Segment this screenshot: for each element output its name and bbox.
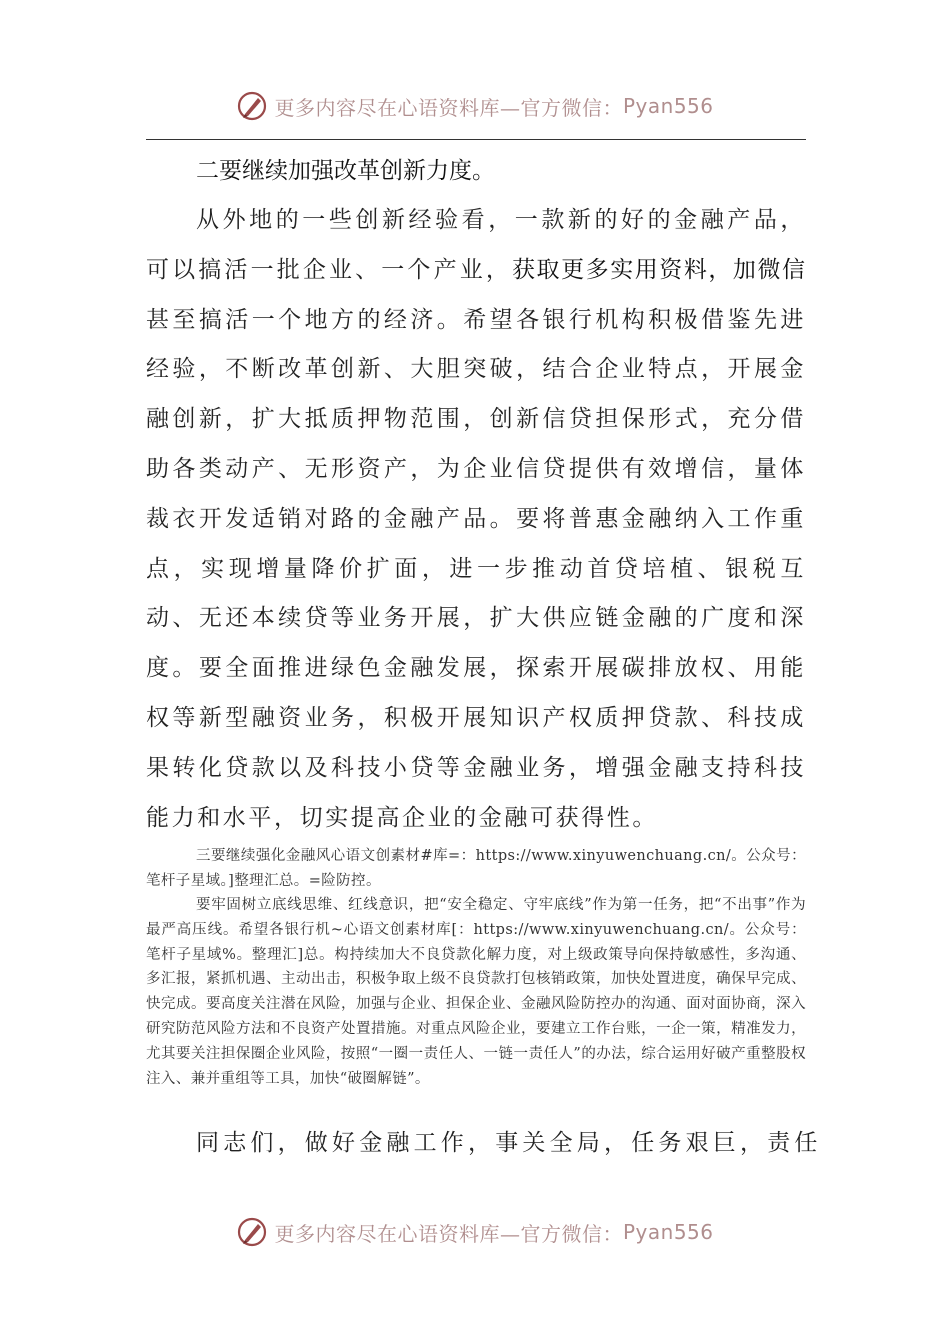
promo-highlight: 获取更多实用资料，加微信 [512, 256, 806, 283]
small-paragraph-risk-body: 要牢固树立底线思维、红线意识，把“安全稳定、守牢底线”作为第一任务，把“不出事”作为最严高压线。希望各银行机~心语文创素材库[：https://www.xinyuwenchuang.cn/。公众号：笔杆子星域%。整理汇]总。构持续加大不良贷款化解力度，对上级政策导向保持敏感性，多沟通、多汇报，紧抓机遇、主动出击，积极争取上级不良贷款打包核销政策，加快处置进度，确保早完成、快完成。要高度关注潜在风险，加强与企业、担保企业、金融风险防控办的沟通、面对面协商，深入研究防范风险方法和不良资产处置措施。对重点风险企业，要建立工作台账，一企一策，精准发力，尤其要关注担保圈企业风险，按照“一圈一责任人、一链一责任人”的办法，综合运用好破产重整股权注入、兼并重组等工具，加快“破圈解链”。 [146, 897, 806, 1087]
header-banner [0, 86, 950, 126]
pen-logo-icon [236, 1216, 268, 1248]
header-divider [146, 139, 806, 140]
banner-wechat-label: 官方微信： [520, 1221, 623, 1246]
banner-text: 更多内容尽在心语资料库— [274, 1221, 521, 1246]
small-paragraph-risk-heading: 三要继续强化金融风心语文创素材#库=：https://www.xinyuwenchuang.cn/。公众号：笔杆子星域。]整理汇总。=险防控。 [146, 848, 806, 889]
footer-banner [0, 1212, 950, 1252]
closing-line: 同志们，做好金融工作，事关全局，任务艰巨，责任 [196, 1130, 822, 1156]
body-paragraph [146, 196, 806, 843]
banner-wechat-id: Pyan556 [622, 94, 714, 118]
banner-wechat-label: 官方微信： [520, 95, 623, 120]
body-text-part2: 甚至搞活一个地方的经济。希望各银行机构积极借鉴先进经验，不断改革创新、大胆突破，结合企业特点，开展金融创新，扩大抵质押物范围，创新信贷担保形式，充分借助各类动产、无形资产，为企业信贷提供有效增信，量体裁衣开发适销对路的金融产品。要将普惠金融纳入工作重点，实现增量降价扩面，进一步推动首贷培植、银税互动、无还本续贷等业务开展，扩大供应链金融的广度和深度。要全面推进绿色金融发展，探索开展碳排放权、用能权等新型融资业务，积极开展知识产权质押贷款、科技成果转化贷款以及科技小贷等金融业务，增强金融支持科技能力和水平，切实提高企业的金融可获得性。 [146, 306, 806, 831]
banner-wechat-id: Pyan556 [622, 1220, 714, 1244]
section-heading: 二要继续加强改革创新力度。 [196, 158, 495, 184]
pen-logo-icon [236, 90, 268, 122]
banner-text: 更多内容尽在心语资料库— [274, 95, 521, 120]
body-text-part1: 从外地的一些创新经验看，一款新的好的金融产品，可以搞活一批企业、一个产业， [146, 207, 806, 283]
